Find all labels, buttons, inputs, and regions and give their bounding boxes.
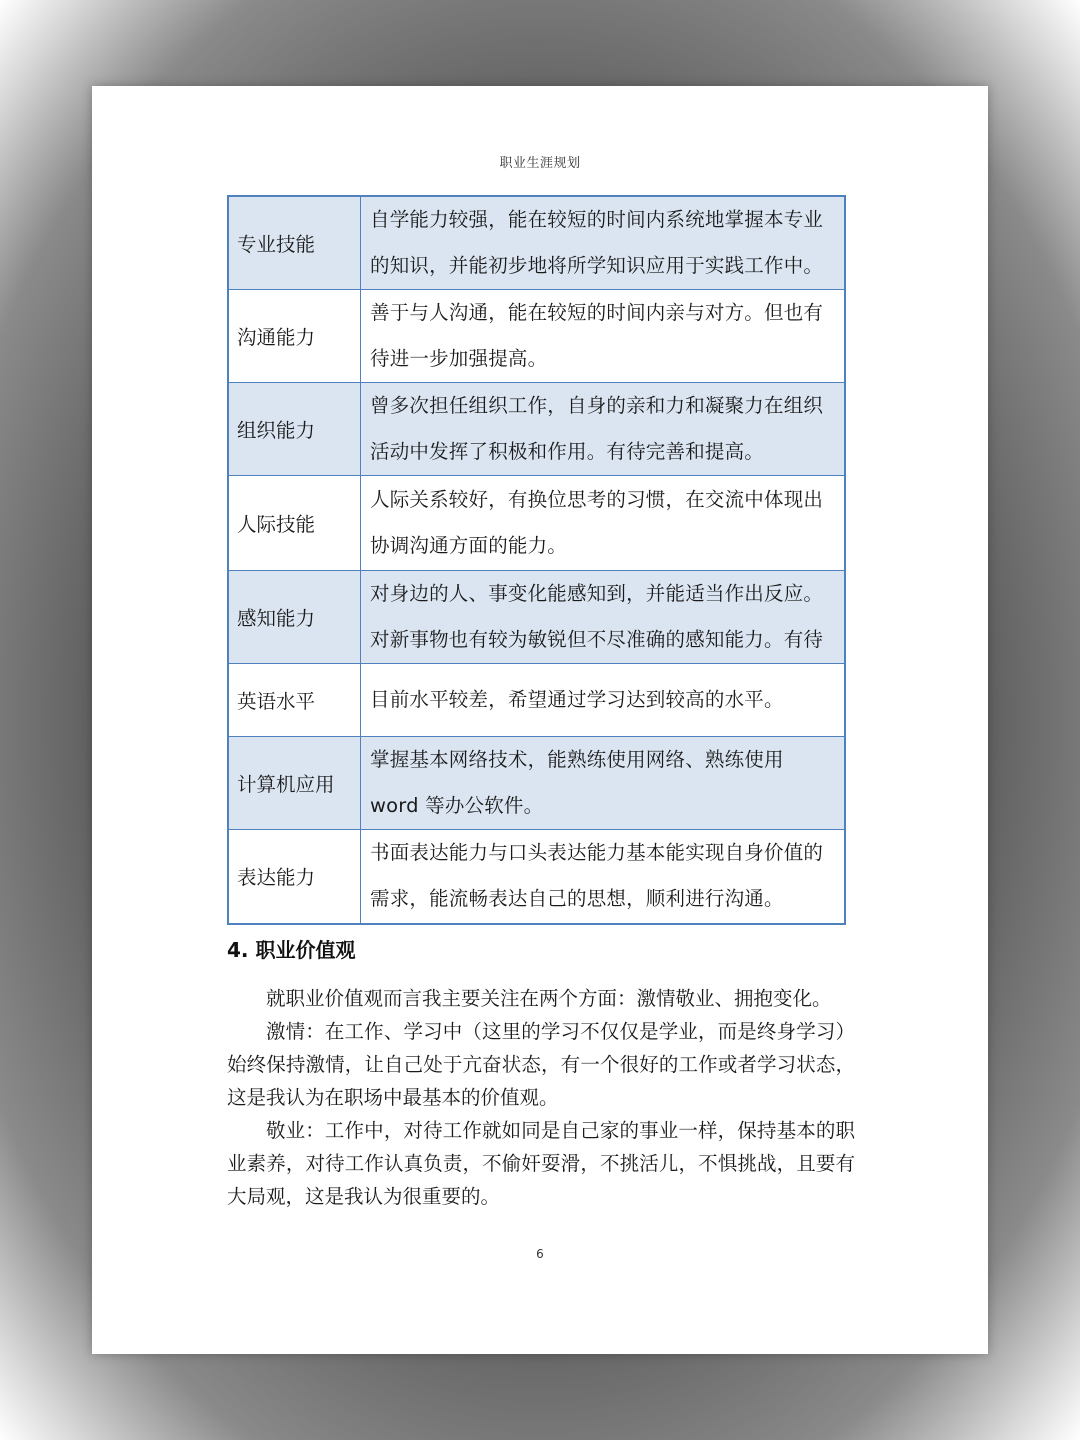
table-row [228, 476, 845, 571]
skill-label: 人际技能 [228, 476, 361, 571]
skill-description: 善于与人沟通，能在较短的时间内亲与对方。但也有待进一步加强提高。 [361, 290, 846, 383]
table-row [228, 196, 845, 290]
skill-label: 计算机应用 [228, 737, 361, 830]
skill-label: 表达能力 [228, 830, 361, 924]
table-row [228, 664, 845, 737]
skill-description: 自学能力较强，能在较短的时间内系统地掌握本专业的知识，并能初步地将所学知识应用于实践工作中。 [361, 196, 846, 290]
skill-description: 曾多次担任组织工作，自身的亲和力和凝聚力在组织活动中发挥了积极和作用。有待完善和提高。 [361, 383, 846, 476]
skill-description: 人际关系较好，有换位思考的习惯，在交流中体现出协调沟通方面的能力。 [361, 476, 846, 571]
paragraph: 激情：在工作、学习中（这里的学习不仅仅是学业，而是终身学习）始终保持激情，让自己处于亢奋状态，有一个很好的工作或者学习状态，这是我认为在职场中最基本的价值观。 [227, 1020, 855, 1109]
section-heading: 4. 职业价值观 [227, 938, 356, 962]
skill-description: 掌握基本网络技术，能熟练使用网络、熟练使用 word 等办公软件。 [361, 737, 846, 830]
table-row [228, 830, 845, 924]
page-number: 6 [536, 1247, 544, 1261]
skill-label: 专业技能 [228, 196, 361, 290]
running-header: 职业生涯规划 [499, 156, 581, 171]
skill-label: 组织能力 [228, 383, 361, 476]
table-row [228, 571, 845, 664]
document-page [92, 86, 988, 1354]
skill-label: 感知能力 [228, 571, 361, 664]
skills-table [227, 195, 846, 925]
table-row [228, 290, 845, 383]
skill-label: 英语水平 [228, 664, 361, 737]
table-row [228, 737, 845, 830]
skill-description: 目前水平较差，希望通过学习达到较高的水平。 [361, 664, 846, 737]
skill-description: 对身边的人、事变化能感知到，并能适当作出反应。对新事物也有较为敏锐但不尽准确的感知能力。有待 [361, 571, 846, 664]
table-row [228, 383, 845, 476]
paragraph: 敬业：工作中，对待工作就如同是自己家的事业一样，保持基本的职业素养，对待工作认真负责，不偷奸耍滑，不挑活儿，不惧挑战，且要有大局观，这是我认为很重要的。 [227, 1119, 855, 1208]
section-body [227, 982, 855, 1213]
skill-label: 沟通能力 [228, 290, 361, 383]
skill-description: 书面表达能力与口头表达能力基本能实现自身价值的需求，能流畅表达自己的思想，顺利进行沟通。 [361, 830, 846, 924]
paragraph: 就职业价值观而言我主要关注在两个方面：激情敬业、拥抱变化。 [266, 987, 832, 1010]
